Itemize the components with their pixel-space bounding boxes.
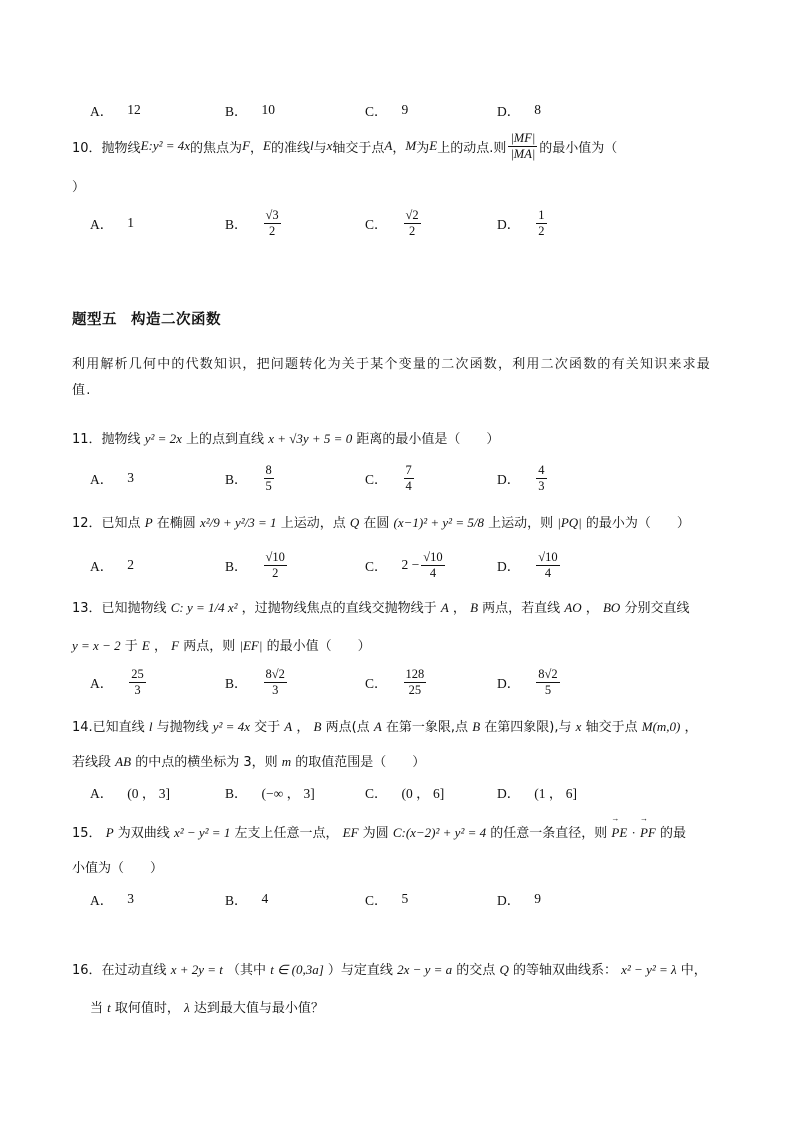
q15-text: 小值为（ ） — [72, 861, 164, 876]
q14-symbol: A — [373, 719, 382, 734]
option-value: (1 ， 6] — [534, 786, 577, 801]
q15-text: 的最 — [659, 826, 686, 841]
q13-option-a — [90, 662, 148, 702]
fraction-denominator: 2 — [408, 223, 416, 238]
q13-text: 于 — [124, 639, 138, 654]
q13-text: 分别交直线 — [624, 601, 690, 616]
q14-option-d — [497, 772, 577, 812]
q14-stem-line2 — [72, 751, 425, 770]
option-label: C． — [365, 472, 388, 487]
q12-stem — [72, 512, 690, 531]
option-label: D． — [497, 472, 521, 487]
q12-text: 12．已知点 — [72, 516, 141, 531]
q10-close-paren: ） — [72, 180, 86, 195]
q14-symbol: B — [313, 719, 322, 734]
q14-symbol: x — [575, 719, 582, 734]
q14-option-a — [90, 772, 170, 812]
option-fraction — [404, 667, 427, 697]
option-label: B． — [225, 893, 248, 908]
option-label: A． — [90, 676, 114, 691]
question-number: 10． — [72, 140, 102, 156]
fraction-denominator: 3 — [538, 478, 545, 493]
option-label: B． — [225, 676, 248, 691]
option-value: 1 — [127, 215, 134, 230]
q16-text: 当 — [90, 1001, 104, 1016]
option-value: 3 — [127, 470, 134, 485]
fraction-numerator: √3 — [265, 208, 279, 223]
q15-text: 为圆 — [362, 826, 389, 841]
q11-text: 上的点到直线 — [186, 432, 265, 447]
q14-symbol: AB — [115, 754, 132, 769]
q15-option-d — [497, 879, 541, 919]
option-label: D． — [497, 104, 521, 119]
q16-text: 的交点 — [456, 963, 496, 978]
option-fraction — [264, 463, 274, 493]
q14-symbol: M(m,0) — [641, 719, 681, 734]
fraction-denominator: 3 — [272, 682, 279, 697]
option-label: C． — [365, 676, 388, 691]
q12-options — [90, 545, 710, 585]
option-label: A． — [90, 104, 114, 119]
q14-symbol: B — [472, 719, 481, 734]
q10-text: 的准线 — [270, 140, 310, 156]
option-value: 8 — [534, 102, 541, 117]
q13-stem-line2 — [72, 635, 371, 654]
option-fraction — [421, 550, 444, 580]
option-label: C． — [365, 104, 388, 119]
fraction-denominator: 2 — [538, 223, 545, 238]
q14-text: 两点(点 — [325, 720, 370, 735]
q15-dot-operator: · — [631, 825, 636, 840]
q13-option-c — [365, 662, 428, 702]
q11-option-a — [90, 458, 134, 498]
q15-options — [90, 879, 710, 919]
q13-curve: C: y = 1/4 x² — [170, 600, 238, 615]
q10-symbol: M — [405, 138, 417, 153]
q10-text: 上的动点.则 — [437, 140, 507, 156]
option-fraction — [536, 667, 559, 697]
q15-option-c — [365, 879, 408, 919]
option-label: B． — [225, 472, 248, 487]
q14-text: 与抛物线 — [156, 720, 209, 735]
q10-text: 抛物线 — [101, 140, 141, 156]
option-label: B． — [225, 104, 248, 119]
section-title: 构造二次函数 — [131, 312, 221, 328]
q15-text: 为双曲线 — [117, 826, 170, 841]
q10-fraction — [508, 131, 537, 161]
q11-text: 距离的最小值是（ ） — [356, 432, 500, 447]
option-fraction — [129, 667, 146, 697]
option-fraction — [404, 208, 421, 238]
fraction-numerator: 7 — [405, 463, 412, 478]
q10-text: 的焦点为 — [190, 140, 243, 156]
option-fraction — [536, 463, 546, 493]
q12-text: 上运动，点 — [280, 516, 346, 531]
q10-symbol: E — [429, 138, 438, 153]
q14-symbol: m — [281, 754, 292, 769]
q16-range: t ∈ (0,3a] — [270, 962, 324, 977]
section-heading — [72, 308, 221, 329]
q12-text: 在圆 — [363, 516, 390, 531]
q14-text: 交于 — [254, 720, 281, 735]
q16-text: 16．在过动直线 — [72, 963, 167, 978]
option-value: (0 ， 3] — [127, 786, 170, 801]
q16-fixed-line: 2x − y = a — [397, 962, 453, 977]
fraction-denominator: 25 — [408, 682, 422, 697]
q15-text: 左支上任意一点， — [234, 826, 339, 841]
fraction-numerator: 1 — [538, 208, 545, 223]
fraction-numerator: 8√2 — [538, 667, 558, 682]
option-value: 3 — [127, 891, 134, 906]
q15-curve: x² − y² = 1 — [173, 825, 231, 840]
q11-option-c — [365, 458, 416, 498]
q13-text: ，过抛物线焦点的直线交抛物线于 — [241, 601, 437, 616]
q13-symbol: |EF| — [239, 638, 263, 653]
option-label: B． — [225, 786, 248, 801]
fraction-denominator: 2 — [268, 223, 276, 238]
q10-curve: E:y² = 4x — [140, 138, 191, 153]
q13-text: ， — [452, 601, 466, 616]
fraction-numerator: √10 — [423, 550, 443, 565]
q16-text: 达到最大值与最小值？ — [193, 1001, 324, 1016]
q14-text: 的中点的横坐标为 3，则 — [135, 755, 278, 770]
q13-options — [90, 662, 710, 702]
q10-symbol: E — [263, 138, 271, 153]
q12-symbol: Q — [349, 515, 360, 530]
q13-text: ， — [153, 639, 167, 654]
q13-symbol: E — [141, 638, 150, 653]
option-label: A． — [90, 217, 114, 232]
q13-symbol: BO — [602, 600, 621, 615]
q10-symbol: A — [384, 138, 393, 153]
q11-line: x + √3y + 5 = 0 — [268, 431, 353, 446]
q15-symbol: P — [105, 825, 114, 840]
q10-option-b — [225, 203, 283, 243]
q14-text: 在第一象限,点 — [385, 720, 469, 735]
q14-option-c — [365, 772, 444, 812]
q16-stem-line1 — [72, 959, 707, 978]
q13-option-d — [497, 662, 562, 702]
fraction-denominator: 2 — [272, 565, 279, 580]
fraction-numerator: 8 — [265, 463, 272, 478]
q15-stem-line2 — [72, 857, 163, 876]
fraction-numerator: √2 — [405, 208, 419, 223]
q11-text: 11．抛物线 — [72, 432, 141, 447]
option-fraction — [536, 208, 546, 238]
option-label: A． — [90, 893, 114, 908]
q15-text: 15． — [72, 826, 102, 841]
q14-text: 的取值范围是（ ） — [295, 755, 426, 770]
option-value: 9 — [401, 102, 409, 117]
option-value: (0 ， 6] — [401, 786, 445, 801]
q13-text: 的最小值（ ） — [266, 639, 371, 654]
section-type-label: 题型五 — [72, 312, 117, 328]
q15-option-b — [225, 879, 268, 919]
q10-option-a — [90, 203, 134, 243]
q16-curve: x² − y² = λ — [621, 962, 677, 977]
fraction-denominator: 5 — [265, 478, 272, 493]
q16-text: 取何值时， — [114, 1001, 180, 1016]
q15-vector-pf: → PF — [640, 825, 656, 841]
fraction-denominator: |MA| — [510, 146, 536, 161]
q16-symbol: λ — [184, 1000, 190, 1015]
q16-text: （其中 — [227, 963, 267, 978]
option-value: (−∞ ， 3] — [261, 786, 315, 801]
option-label: A． — [90, 786, 114, 801]
section-intro: 利用解析几何中的代数知识，把问题转化为关于某个变量的二次函数，利用二次函数的有关知识来求最值. — [72, 357, 712, 398]
q11-stem — [72, 428, 499, 447]
q12-option-a — [90, 545, 134, 585]
q13-symbol: A — [440, 600, 449, 615]
option-label: A． — [90, 472, 114, 487]
option-label: B． — [225, 217, 248, 232]
option-label: C． — [365, 893, 388, 908]
q10-text: 的最小值为（ — [539, 140, 618, 156]
option-label: A． — [90, 559, 114, 574]
q11-curve: y² = 2x — [144, 431, 182, 446]
q13-text: 两点，则 — [183, 639, 236, 654]
q10-close — [72, 176, 85, 195]
q10-symbol: l — [310, 138, 314, 153]
q12-option-c — [365, 545, 447, 585]
q12-option-b — [225, 545, 289, 585]
q14-text: 若线段 — [72, 755, 112, 770]
q16-symbol: Q — [499, 962, 509, 977]
q16-text: 的等轴双曲线系： — [512, 963, 617, 978]
fraction-numerator: 128 — [405, 667, 425, 682]
option-label: D． — [497, 217, 521, 232]
q13-stem-line1 — [72, 597, 689, 616]
q10-option-d — [497, 203, 549, 243]
q10-text: 轴交于点 — [332, 140, 385, 156]
fraction-numerator: |MF| — [510, 131, 536, 146]
q12-text: 在椭圆 — [156, 516, 196, 531]
q10-text: 为 — [416, 140, 430, 156]
option-value: 9 — [534, 891, 541, 906]
fraction-denominator: 5 — [544, 682, 552, 697]
q13-symbol: B — [470, 600, 479, 615]
q12-text: 的最小为（ ） — [585, 516, 690, 531]
option-value: 12 — [127, 102, 141, 117]
q10-options — [90, 203, 710, 243]
q16-symbol: t — [107, 1000, 111, 1015]
option-value: 4 — [261, 891, 269, 906]
option-fraction — [264, 550, 287, 580]
q15-symbol: EF — [342, 825, 359, 840]
q13-symbol: AO — [564, 600, 582, 615]
fraction-numerator: 4 — [538, 463, 545, 478]
q10-stem — [72, 124, 617, 168]
q10-symbol: x — [326, 138, 333, 153]
q14-symbol: l — [148, 719, 153, 734]
option-fraction — [264, 667, 287, 697]
option-prefix: 2 − — [401, 557, 420, 572]
option-label: B． — [225, 559, 248, 574]
q12-text: 上运动，则 — [488, 516, 554, 531]
option-label: C． — [365, 217, 388, 232]
option-fraction — [536, 550, 559, 580]
q16-moving-line: x + 2y = t — [170, 962, 223, 977]
q14-text: 轴交于点 — [585, 720, 638, 735]
fraction-numerator: 25 — [131, 667, 144, 682]
option-label: D． — [497, 676, 521, 691]
q13-symbol: F — [171, 638, 180, 653]
option-value: 5 — [401, 891, 409, 906]
option-label: D． — [497, 559, 521, 574]
q14-symbol: A — [284, 719, 293, 734]
fraction-numerator: 8√2 — [265, 667, 285, 682]
option-fraction — [404, 463, 414, 493]
q14-text: ， — [684, 720, 698, 735]
q11-option-b — [225, 458, 276, 498]
option-label: C． — [365, 786, 388, 801]
q11-options — [90, 458, 710, 498]
q10-text: 与 — [313, 140, 327, 156]
option-value: 10 — [261, 102, 276, 117]
q15-stem-line1 — [72, 822, 686, 841]
q16-text: ）与定直线 — [327, 963, 393, 978]
q14-text: ， — [296, 720, 310, 735]
q13-line: y = x − 2 — [72, 638, 121, 653]
fraction-denominator: 4 — [405, 478, 412, 493]
q10-option-c — [365, 203, 423, 243]
q12-symbol: P — [144, 515, 153, 530]
q12-ellipse: x²/9 + y²/3 = 1 — [199, 515, 277, 530]
q10-symbol: F — [242, 138, 251, 153]
q16-text: 中， — [680, 963, 707, 978]
q14-text: 14.已知直线 — [72, 720, 145, 735]
q10-text: ， — [392, 140, 406, 156]
q12-option-d — [497, 545, 562, 585]
q14-curve: y² = 4x — [212, 719, 250, 734]
q15-vector-pe: → PE — [611, 825, 627, 841]
q15-text: 的任意一条直径，则 — [490, 826, 608, 841]
q10-text: ， — [250, 140, 264, 156]
option-value: 2 — [127, 557, 134, 572]
option-label: D． — [497, 893, 521, 908]
q11-option-d — [497, 458, 549, 498]
q13-text: ， — [585, 601, 599, 616]
fraction-denominator: 4 — [544, 565, 552, 580]
q15-option-a — [90, 879, 134, 919]
q14-options — [90, 772, 710, 812]
option-label: D． — [497, 786, 521, 801]
q13-option-b — [225, 662, 289, 702]
q14-option-b — [225, 772, 315, 812]
q12-symbol: |PQ| — [557, 515, 582, 530]
q14-text: 在第四象限),与 — [484, 720, 572, 735]
fraction-numerator: √10 — [538, 550, 558, 565]
q16-stem-line2 — [90, 997, 324, 1016]
option-label: C． — [365, 559, 388, 574]
fraction-denominator: 4 — [429, 565, 437, 580]
option-fraction — [264, 208, 281, 238]
fraction-denominator: 3 — [134, 682, 141, 697]
fraction-numerator: √10 — [265, 550, 285, 565]
q13-text: 两点，若直线 — [482, 601, 561, 616]
q12-circle: (x−1)² + y² = 5/8 — [393, 515, 484, 530]
q13-text: 13．已知抛物线 — [72, 601, 167, 616]
q14-stem-line1 — [72, 716, 698, 735]
q15-circle: C:(x−2)² + y² = 4 — [392, 825, 487, 840]
